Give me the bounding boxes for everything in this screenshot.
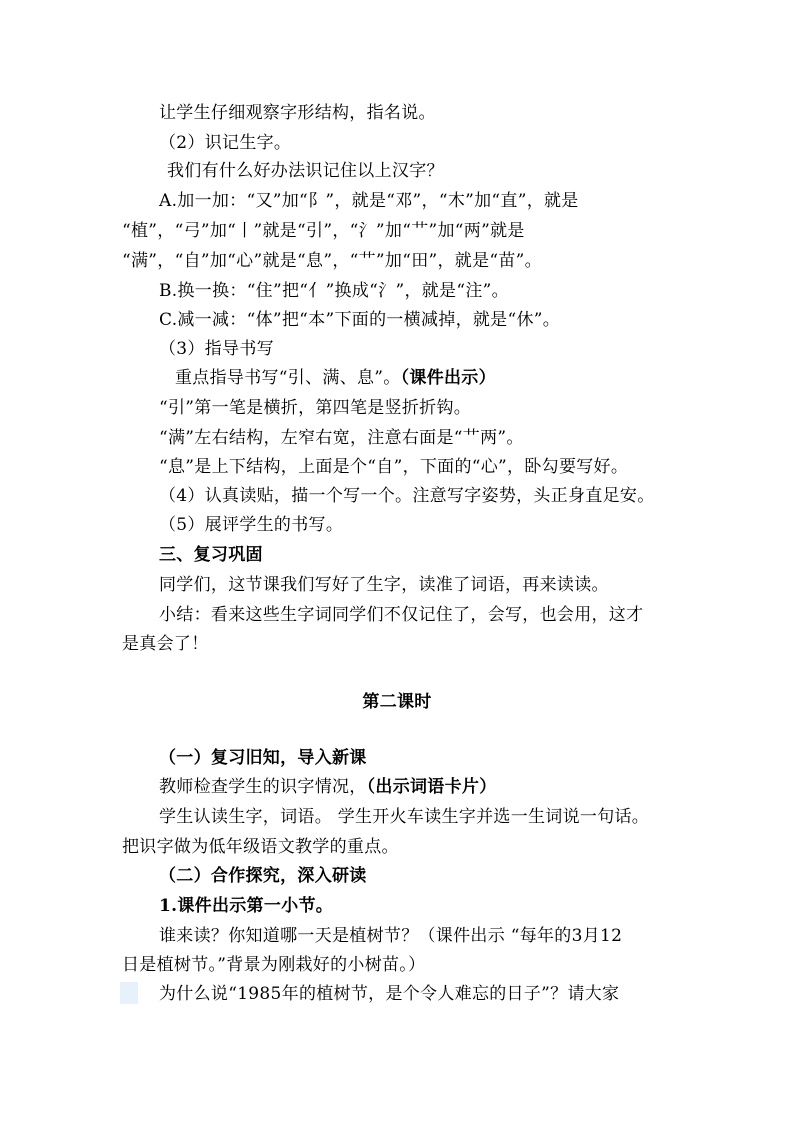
text-line: A.加一加：“又”加“阝”，就是“邓”，“木”加“直”，就是 bbox=[159, 191, 579, 211]
subsection-heading: 1.课件出示第一小节。 bbox=[159, 896, 334, 916]
text-line: 为什么说“1985年的植树节，是个令人难忘的日子”？请大家 bbox=[159, 984, 620, 1004]
section-heading: 三、复习巩固 bbox=[159, 545, 263, 565]
text-line: 把识字做为低年级语文教学的重点。 bbox=[122, 837, 399, 857]
text-line: （4）认真读贴，描一个写一个。注意写字姿势，头正身直足安。 bbox=[159, 486, 655, 506]
text-line: “植”，“弓”加“丨”就是“引”，“氵”加“艹”加“两”就是 bbox=[122, 221, 525, 241]
text-line bbox=[159, 776, 497, 798]
text-line: （5）展评学生的书写。 bbox=[159, 515, 344, 535]
highlight-mark bbox=[120, 982, 138, 1004]
bold-note: （课件出示） bbox=[400, 368, 496, 388]
lesson-title: 第二课时 bbox=[362, 692, 432, 712]
text-line: B.换一换：“住”把“亻”换成“氵”，就是“注”。 bbox=[159, 281, 509, 301]
text-line: 是真会了！ bbox=[122, 634, 209, 654]
text-line: 谁来读？你知道哪一天是植树节？（课件出示 “每年的3月12 bbox=[159, 926, 623, 946]
section-heading: （二）合作探究，深入研读 bbox=[159, 866, 367, 886]
text-line bbox=[175, 367, 496, 389]
text-line: “满”，“自”加“心”就是“息”，“艹”加“田”，就是“苗”。 bbox=[122, 251, 542, 271]
section-heading: （一）复习旧知，导入新课 bbox=[159, 748, 367, 768]
text-line: （3）指导书写 bbox=[159, 339, 274, 359]
text-span: 教师检查学生的识字情况， bbox=[159, 777, 367, 797]
text-line: C.减一减：“体”把“本”下面的一横减掉，就是“休”。 bbox=[159, 310, 561, 330]
text-line: 日是植树节。”背景为刚栽好的小树苗。） bbox=[122, 955, 426, 975]
text-line: 让学生仔细观察字形结构，指名说。 bbox=[159, 103, 436, 123]
text-line: 我们有什么好办法识记住以上汉字？ bbox=[167, 161, 444, 181]
text-line: 学生认读生字，词语。 学生开火车读生字并选一生词说一句话。 bbox=[159, 807, 650, 827]
text-span: 重点指导书写“引、满、息”。 bbox=[175, 368, 401, 388]
text-line: “引”第一笔是横折，第四笔是竖折折钩。 bbox=[159, 398, 472, 418]
bold-note: （出示词语卡片） bbox=[366, 777, 497, 797]
text-line: “息”是上下结构，上面是个“自”，下面的“心”，卧勾要写好。 bbox=[159, 457, 629, 477]
text-line: “满”左右结构，左窄右宽，注意右面是“艹两”。 bbox=[159, 428, 524, 448]
text-line: （2）识记生字。 bbox=[159, 133, 292, 153]
text-line: 同学们，这节课我们写好了生字，读准了词语，再来读读。 bbox=[159, 575, 609, 595]
text-line: 小结：看来这些生字词同学们不仅记住了，会写，也会用，这才 bbox=[159, 605, 644, 625]
